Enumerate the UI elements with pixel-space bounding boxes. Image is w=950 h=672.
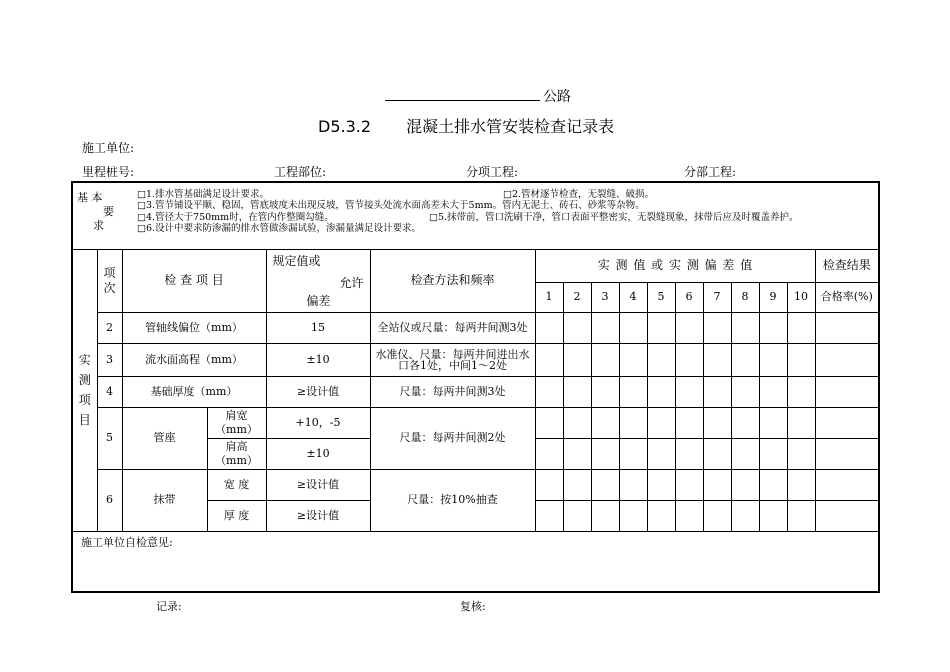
col-9-header: 9 bbox=[759, 282, 787, 312]
mileage-label: 里程桩号: bbox=[82, 165, 135, 179]
record-label: 记录: bbox=[156, 600, 182, 613]
table-row: 3 流水面高程（mm） ±10 水准仪、尺量：每两井间进出水口各1处，中间1～2处 bbox=[72, 343, 879, 376]
table-row: 厚 度 ≥设计值 bbox=[72, 500, 879, 531]
col-5-header: 5 bbox=[647, 282, 675, 312]
table-row: 4 基础厚度（mm） ≥设计值 尺量：每两井间测3处 bbox=[72, 376, 879, 407]
inspection-table bbox=[71, 181, 880, 593]
basic-requirements-label: 基 本 要 求 bbox=[77, 191, 114, 232]
requirement-2: □2.管材逐节检查，无裂缝、破损。 bbox=[503, 189, 655, 200]
col-6-header: 6 bbox=[675, 282, 703, 312]
table-row: 6 抹带 宽 度 ≥设计值 尺量：按10%抽查 bbox=[72, 469, 879, 500]
self-check-opinion-row bbox=[72, 531, 879, 592]
requirement-3: □3.管节铺设平顺、稳固，管底坡度未出现反坡，管节接头处流水面高差未大于5mm。管内无泥土、砖石、砂浆等杂物。 bbox=[137, 200, 645, 212]
item-no-header: 项 次 bbox=[97, 249, 122, 312]
table-row: 5 管座 肩宽（mm） +10，-5 尺量：每两井间测2处 bbox=[72, 407, 879, 438]
road-name-blank bbox=[385, 100, 540, 101]
page-title bbox=[318, 114, 614, 137]
sub-item-label: 分项工程: bbox=[466, 165, 519, 179]
road-suffix: 公路 bbox=[543, 89, 571, 105]
col-8-header: 8 bbox=[731, 282, 759, 312]
header-row-1 bbox=[72, 249, 879, 282]
col-4-header: 4 bbox=[619, 282, 647, 312]
col-1-header: 1 bbox=[535, 282, 563, 312]
check-item-header: 检 查 项 目 bbox=[122, 249, 266, 312]
result-header: 检查结果 bbox=[815, 249, 879, 282]
self-check-opinion[interactable]: 施工单位自检意见: bbox=[72, 531, 879, 592]
form-code: D5.3.2 bbox=[318, 117, 372, 136]
construction-unit-label: 施工单位: bbox=[82, 141, 135, 155]
measured-values-header: 实 测 值 或 实 测 偏 差 值 bbox=[535, 249, 815, 282]
col-3-header: 3 bbox=[591, 282, 619, 312]
requirement-6: □6.设计中要求防渗漏的排水管做渗漏试验，渗漏量满足设计要求。 bbox=[137, 223, 422, 235]
project-part-label: 工程部位: bbox=[274, 165, 327, 179]
col-7-header: 7 bbox=[703, 282, 731, 312]
division-label: 分部工程: bbox=[684, 165, 737, 179]
requirement-5: □5.抹带前，管口洗刷干净，管口表面平整密实，无裂缝现象，抹带后应及时覆盖养护。 bbox=[429, 211, 799, 223]
form-title: 混凝土排水管安装检查记录表 bbox=[406, 117, 615, 136]
requirement-4: □4.管径大于750mm时，在管内作整圈勾缝。 bbox=[137, 211, 334, 223]
col-2-header: 2 bbox=[563, 282, 591, 312]
table-row: 肩高（mm） ±10 bbox=[72, 438, 879, 469]
table-row: 2 管轴线偏位（mm） 15 全站仪或尺量：每两井间测3处 bbox=[72, 312, 879, 343]
col-10-header: 10 bbox=[787, 282, 815, 312]
requirement-1: □1.排水管基础满足设计要求。 bbox=[137, 189, 270, 200]
basic-requirements-row bbox=[72, 182, 879, 249]
method-header: 检查方法和频率 bbox=[370, 249, 535, 312]
measured-items-label: 实 测 项 目 bbox=[72, 249, 97, 531]
spec-value-header: 规定值或 允许 偏差 bbox=[266, 249, 370, 312]
review-label: 复核: bbox=[460, 600, 486, 613]
pass-rate-header: 合格率(%) bbox=[815, 282, 879, 312]
